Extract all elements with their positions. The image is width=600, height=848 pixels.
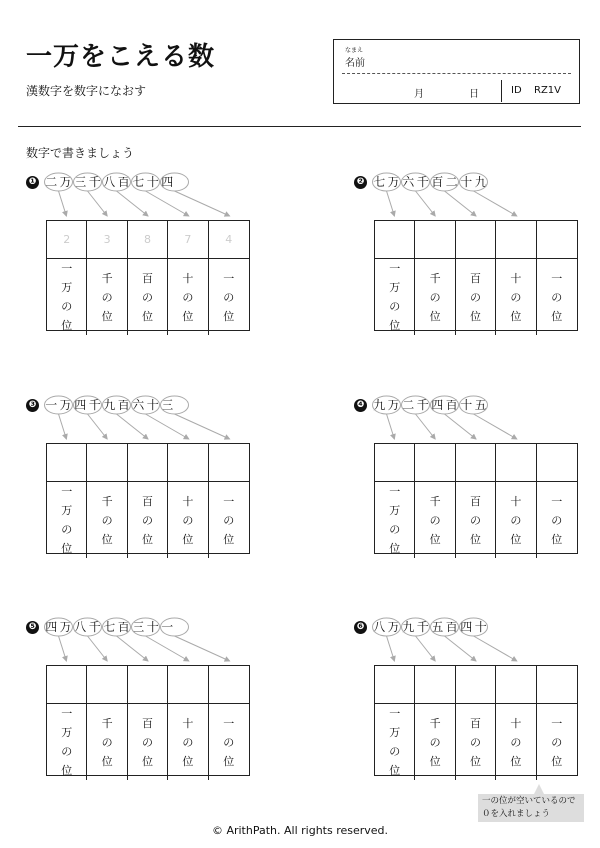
kanji-char: 十 — [146, 398, 159, 412]
answer-cell[interactable]: 4 — [209, 221, 249, 259]
place-label-char: の — [61, 300, 73, 313]
guide-arrow — [416, 636, 436, 661]
kanji-char: 五 — [431, 620, 444, 634]
problem-4 — [354, 393, 563, 573]
answer-cell[interactable] — [537, 666, 577, 704]
place-label-char: の — [223, 513, 235, 527]
answer-cell[interactable] — [496, 221, 536, 259]
kanji-char: 八 — [103, 175, 116, 189]
answer-cell[interactable] — [47, 666, 87, 704]
kanji-char: 万 — [387, 620, 400, 634]
problem-5 — [26, 615, 235, 795]
digit-ellipse — [132, 618, 160, 636]
place-label-char: 位 — [510, 309, 522, 323]
place-label — [168, 704, 208, 780]
digit-ellipse — [103, 618, 131, 636]
name-box — [333, 39, 580, 104]
place-label-char: 一 — [223, 494, 235, 508]
answer-cell[interactable] — [496, 666, 536, 704]
place-label-char: 百 — [141, 271, 153, 285]
place-label — [456, 704, 496, 780]
header-rule — [18, 126, 581, 127]
kanji-char: 千 — [88, 175, 101, 189]
kanji-char: 七 — [373, 175, 386, 189]
place-label — [87, 482, 127, 558]
place-label-char: 万 — [389, 504, 401, 517]
place-label-char: 位 — [429, 754, 441, 768]
kanji-char: 十 — [460, 398, 473, 412]
digit-ellipse — [74, 173, 102, 191]
place-label-char: 位 — [551, 754, 563, 768]
place-label-char: 位 — [182, 754, 194, 768]
place-label-char: 位 — [101, 309, 113, 323]
place-label-char: 一 — [223, 716, 235, 730]
name-line[interactable] — [342, 73, 571, 74]
place-label-char: 一 — [389, 485, 401, 498]
kanji-char: 万 — [387, 398, 400, 412]
digit-ellipse — [373, 396, 401, 414]
place-label-char: 位 — [389, 319, 401, 332]
place-label-char: 百 — [141, 716, 153, 730]
digit-ellipse — [431, 173, 459, 191]
guide-arrow — [117, 636, 149, 661]
kanji-char: 千 — [88, 398, 101, 412]
place-label — [87, 259, 127, 335]
place-label-char: 位 — [182, 532, 194, 546]
guide-arrow — [387, 636, 395, 661]
id-value: RZ1V — [534, 85, 562, 96]
place-label-char: の — [101, 290, 113, 304]
answer-cell[interactable] — [375, 444, 415, 482]
place-label-char: 万 — [61, 726, 73, 739]
guide-arrow — [59, 191, 67, 216]
footer-copyright: © ArithPath. All rights reserved. — [211, 824, 389, 837]
digit-ellipse — [103, 396, 131, 414]
place-label — [128, 482, 168, 558]
place-label-char: 千 — [429, 494, 441, 508]
digit-ellipse — [161, 618, 189, 636]
place-label-char: 位 — [429, 532, 441, 546]
kanji-char: 二 — [45, 175, 58, 189]
kanji-char: 百 — [117, 175, 130, 189]
day-label: 日 — [469, 89, 479, 100]
kanji-char: 四 — [460, 620, 473, 634]
digit-ellipse — [373, 173, 401, 191]
digit-ellipse — [460, 618, 488, 636]
place-label-char: 位 — [223, 532, 235, 546]
answer-cell[interactable] — [87, 444, 127, 482]
place-label-char: 位 — [510, 754, 522, 768]
answer-cell[interactable] — [128, 666, 168, 704]
name-label: 名前 — [345, 58, 365, 69]
kanji-char: 百 — [117, 398, 130, 412]
place-label-char: 一 — [61, 485, 73, 498]
place-label-char: 位 — [510, 532, 522, 546]
kanji-char: 十 — [460, 175, 473, 189]
guide-arrow — [474, 636, 517, 661]
place-label-char: 一 — [551, 271, 563, 285]
answer-cell[interactable] — [375, 221, 415, 259]
place-label-char: の — [141, 735, 153, 749]
name-ruby: なまえ — [345, 47, 364, 54]
place-label-char: 位 — [429, 309, 441, 323]
place-label-char: 位 — [223, 309, 235, 323]
place-label-char: 位 — [141, 532, 153, 546]
kanji-char: 四 — [161, 175, 174, 189]
place-value-grid — [374, 443, 578, 554]
guide-arrow — [474, 414, 517, 439]
kanji-char: 九 — [402, 620, 415, 634]
digit-ellipse — [460, 396, 488, 414]
kanji-char: 万 — [59, 398, 72, 412]
kanji-char: 四 — [431, 398, 444, 412]
problem-number: ❶ — [26, 176, 39, 189]
place-label-char: 位 — [469, 309, 481, 323]
place-label — [415, 482, 455, 558]
place-label-char: 百 — [469, 271, 481, 285]
kanji-char: 十 — [474, 620, 487, 634]
kanji-char: 七 — [103, 620, 116, 634]
problem-2 — [354, 170, 563, 350]
place-label-char: 百 — [469, 494, 481, 508]
guide-arrow — [445, 191, 477, 216]
place-label-char: 千 — [101, 716, 113, 730]
page-title: 一万をこえる数 — [26, 42, 216, 72]
digit-ellipse — [402, 396, 430, 414]
place-label-char: の — [429, 513, 441, 527]
guide-arrow — [474, 191, 517, 216]
place-label-char: 位 — [469, 754, 481, 768]
kanji-char: 千 — [416, 398, 429, 412]
place-value-grid — [46, 220, 250, 331]
place-label-char: 千 — [429, 716, 441, 730]
guide-arrow — [416, 191, 436, 216]
kanji-char: 千 — [416, 175, 429, 189]
digit-ellipse — [402, 618, 430, 636]
place-label-char: の — [551, 735, 563, 749]
place-label — [168, 259, 208, 335]
answer-cell[interactable] — [209, 444, 249, 482]
guide-arrow — [387, 191, 395, 216]
problem-6 — [354, 615, 563, 795]
kanji-char: 八 — [373, 620, 386, 634]
place-label-char: 万 — [389, 726, 401, 739]
answer-cell[interactable] — [456, 221, 496, 259]
answer-cell[interactable] — [128, 444, 168, 482]
instruction: 数字で書きましょう — [26, 146, 135, 160]
place-label-char: 位 — [61, 764, 73, 777]
place-label-char: 一 — [551, 494, 563, 508]
place-label — [496, 482, 536, 558]
kanji-char: 九 — [373, 398, 386, 412]
answer-cell[interactable] — [415, 666, 455, 704]
place-label-char: の — [389, 300, 401, 313]
place-label-char: の — [389, 745, 401, 758]
kanji-char: 三 — [161, 398, 174, 412]
place-label — [47, 704, 87, 780]
digit-ellipse — [74, 396, 102, 414]
place-label — [375, 259, 415, 335]
tip-line-2: ０を入れましょう — [482, 809, 551, 819]
place-label-char: 千 — [101, 494, 113, 508]
place-label-char: 一 — [61, 262, 73, 275]
place-label-char: の — [61, 523, 73, 536]
kanji-char: 百 — [445, 398, 458, 412]
place-label-char: 位 — [141, 309, 153, 323]
place-label-char: の — [182, 290, 194, 304]
answer-cell[interactable] — [87, 666, 127, 704]
place-label-char: 百 — [141, 494, 153, 508]
place-label-char: の — [429, 735, 441, 749]
kanji-char: 一 — [45, 398, 58, 412]
kanji-char: 百 — [445, 620, 458, 634]
tip-pointer — [534, 784, 544, 794]
place-label — [496, 259, 536, 335]
guide-arrow — [117, 191, 149, 216]
place-label — [496, 704, 536, 780]
kanji-char: 五 — [474, 398, 487, 412]
guide-arrow — [88, 636, 108, 661]
problem-number: ❺ — [26, 621, 39, 634]
kanji-char: 六 — [402, 175, 415, 189]
place-label-char: 百 — [469, 716, 481, 730]
answer-cell[interactable]: 3 — [87, 221, 127, 259]
guide-arrow — [445, 414, 477, 439]
kanji-char: 三 — [132, 620, 145, 634]
kanji-char: 九 — [103, 398, 116, 412]
place-label — [87, 704, 127, 780]
answer-cell[interactable]: 7 — [168, 221, 208, 259]
kanji-char: 九 — [474, 175, 487, 189]
place-label-char: 千 — [101, 271, 113, 285]
answer-cell[interactable]: 8 — [128, 221, 168, 259]
guide-arrow — [416, 414, 436, 439]
kanji-char: 四 — [45, 620, 58, 634]
place-label-char: 位 — [61, 542, 73, 555]
place-label-char: 十 — [182, 716, 194, 730]
kanji-char: 二 — [402, 398, 415, 412]
place-label-char: 十 — [510, 271, 522, 285]
guide-arrow — [445, 636, 477, 661]
guide-arrow — [387, 414, 395, 439]
place-label-char: 位 — [389, 764, 401, 777]
place-label — [209, 482, 249, 558]
guide-arrow — [117, 414, 149, 439]
place-value-grid — [374, 665, 578, 776]
place-label — [209, 259, 249, 335]
place-label — [537, 259, 577, 335]
place-label — [128, 259, 168, 335]
place-label-char: 万 — [61, 281, 73, 294]
problem-number: ❸ — [26, 399, 39, 412]
place-label-char: の — [469, 735, 481, 749]
answer-cell[interactable] — [456, 666, 496, 704]
kanji-char: 十 — [146, 620, 159, 634]
place-label-char: の — [510, 290, 522, 304]
place-label-char: 十 — [182, 271, 194, 285]
place-label-char: の — [223, 735, 235, 749]
kanji-char: 一 — [161, 620, 174, 634]
kanji-char: 万 — [59, 175, 72, 189]
place-label-char: 十 — [182, 494, 194, 508]
place-label-char: 一 — [389, 262, 401, 275]
kanji-char: 万 — [387, 175, 400, 189]
place-label-char: の — [61, 745, 73, 758]
place-label — [456, 259, 496, 335]
place-label-char: 位 — [469, 532, 481, 546]
place-label — [47, 482, 87, 558]
place-label-char: の — [510, 513, 522, 527]
place-label — [456, 482, 496, 558]
place-label — [168, 482, 208, 558]
digit-ellipse — [45, 618, 73, 636]
place-label-char: 一 — [551, 716, 563, 730]
place-label — [375, 704, 415, 780]
kanji-char: 千 — [416, 620, 429, 634]
place-value-grid — [374, 220, 578, 331]
kanji-char: 三 — [74, 175, 87, 189]
place-label-char: の — [551, 513, 563, 527]
kanji-char: 六 — [132, 398, 145, 412]
place-label-char: 位 — [141, 754, 153, 768]
digit-ellipse — [161, 396, 189, 414]
id-divider — [501, 80, 502, 102]
kanji-char: 百 — [117, 620, 130, 634]
place-label-char: 位 — [223, 754, 235, 768]
answer-cell[interactable] — [415, 221, 455, 259]
problem-number: ❷ — [354, 176, 367, 189]
digit-ellipse — [132, 173, 160, 191]
digit-ellipse — [45, 396, 73, 414]
place-label — [537, 482, 577, 558]
place-label-char: 千 — [429, 271, 441, 285]
kanji-char: 百 — [431, 175, 444, 189]
place-label-char: 位 — [551, 532, 563, 546]
kanji-char: 十 — [146, 175, 159, 189]
place-label-char: の — [510, 735, 522, 749]
place-label — [209, 704, 249, 780]
place-value-grid — [46, 665, 250, 776]
problem-3 — [26, 393, 235, 573]
guide-arrow — [59, 414, 67, 439]
digit-ellipse — [45, 173, 73, 191]
place-label-char: の — [469, 513, 481, 527]
place-label-char: の — [223, 290, 235, 304]
digit-ellipse — [431, 396, 459, 414]
place-label-char: の — [141, 290, 153, 304]
problem-number: ❹ — [354, 399, 367, 412]
place-label-char: 位 — [389, 542, 401, 555]
answer-cell[interactable] — [537, 221, 577, 259]
digit-ellipse — [373, 618, 401, 636]
guide-arrow — [88, 191, 108, 216]
kanji-char: 万 — [59, 620, 72, 634]
place-label-char: の — [141, 513, 153, 527]
guide-arrow — [59, 636, 67, 661]
answer-cell[interactable] — [168, 666, 208, 704]
place-label-char: 十 — [510, 716, 522, 730]
place-label-char: 位 — [182, 309, 194, 323]
problem-number: ❻ — [354, 621, 367, 634]
answer-cell[interactable] — [375, 666, 415, 704]
guide-arrow — [88, 414, 108, 439]
place-label-char: 一 — [61, 707, 73, 720]
place-label — [375, 482, 415, 558]
place-value-grid — [46, 443, 250, 554]
problem-1 — [26, 170, 235, 350]
digit-ellipse — [132, 396, 160, 414]
place-label-char: 一 — [389, 707, 401, 720]
place-label — [47, 259, 87, 335]
place-label-char: 一 — [223, 271, 235, 285]
place-label — [537, 704, 577, 780]
digit-ellipse — [161, 173, 189, 191]
answer-cell[interactable] — [168, 444, 208, 482]
place-label-char: の — [101, 513, 113, 527]
answer-cell[interactable]: 2 — [47, 221, 87, 259]
tip-callout — [478, 794, 584, 822]
id-label: ID — [511, 85, 522, 96]
place-label-char: 位 — [101, 532, 113, 546]
place-label — [415, 259, 455, 335]
kanji-char: 千 — [88, 620, 101, 634]
answer-cell[interactable] — [47, 444, 87, 482]
page-subtitle: 漢数字を数字になおす — [26, 84, 147, 98]
tip-line-1: 一の位が空いているので — [482, 796, 576, 806]
answer-cell[interactable] — [537, 444, 577, 482]
place-label-char: の — [389, 523, 401, 536]
place-label-char: の — [429, 290, 441, 304]
place-label-char: 万 — [61, 504, 73, 517]
place-label-char: 位 — [101, 754, 113, 768]
digit-ellipse — [431, 618, 459, 636]
place-label-char: 万 — [389, 281, 401, 294]
kanji-char: 八 — [74, 620, 87, 634]
answer-cell[interactable] — [456, 444, 496, 482]
month-label: 月 — [414, 89, 424, 100]
digit-ellipse — [103, 173, 131, 191]
answer-cell[interactable] — [496, 444, 536, 482]
place-label-char: 位 — [61, 319, 73, 332]
place-label-char: の — [469, 290, 481, 304]
place-label — [415, 704, 455, 780]
place-label — [128, 704, 168, 780]
kanji-char: 七 — [132, 175, 145, 189]
kanji-char: 二 — [445, 175, 458, 189]
place-label-char: の — [551, 290, 563, 304]
place-label-char: 十 — [510, 494, 522, 508]
kanji-char: 四 — [74, 398, 87, 412]
digit-ellipse — [402, 173, 430, 191]
answer-cell[interactable] — [209, 666, 249, 704]
digit-ellipse — [460, 173, 488, 191]
place-label-char: の — [182, 735, 194, 749]
answer-cell[interactable] — [415, 444, 455, 482]
place-label-char: の — [182, 513, 194, 527]
place-label-char: 位 — [551, 309, 563, 323]
place-label-char: の — [101, 735, 113, 749]
digit-ellipse — [74, 618, 102, 636]
